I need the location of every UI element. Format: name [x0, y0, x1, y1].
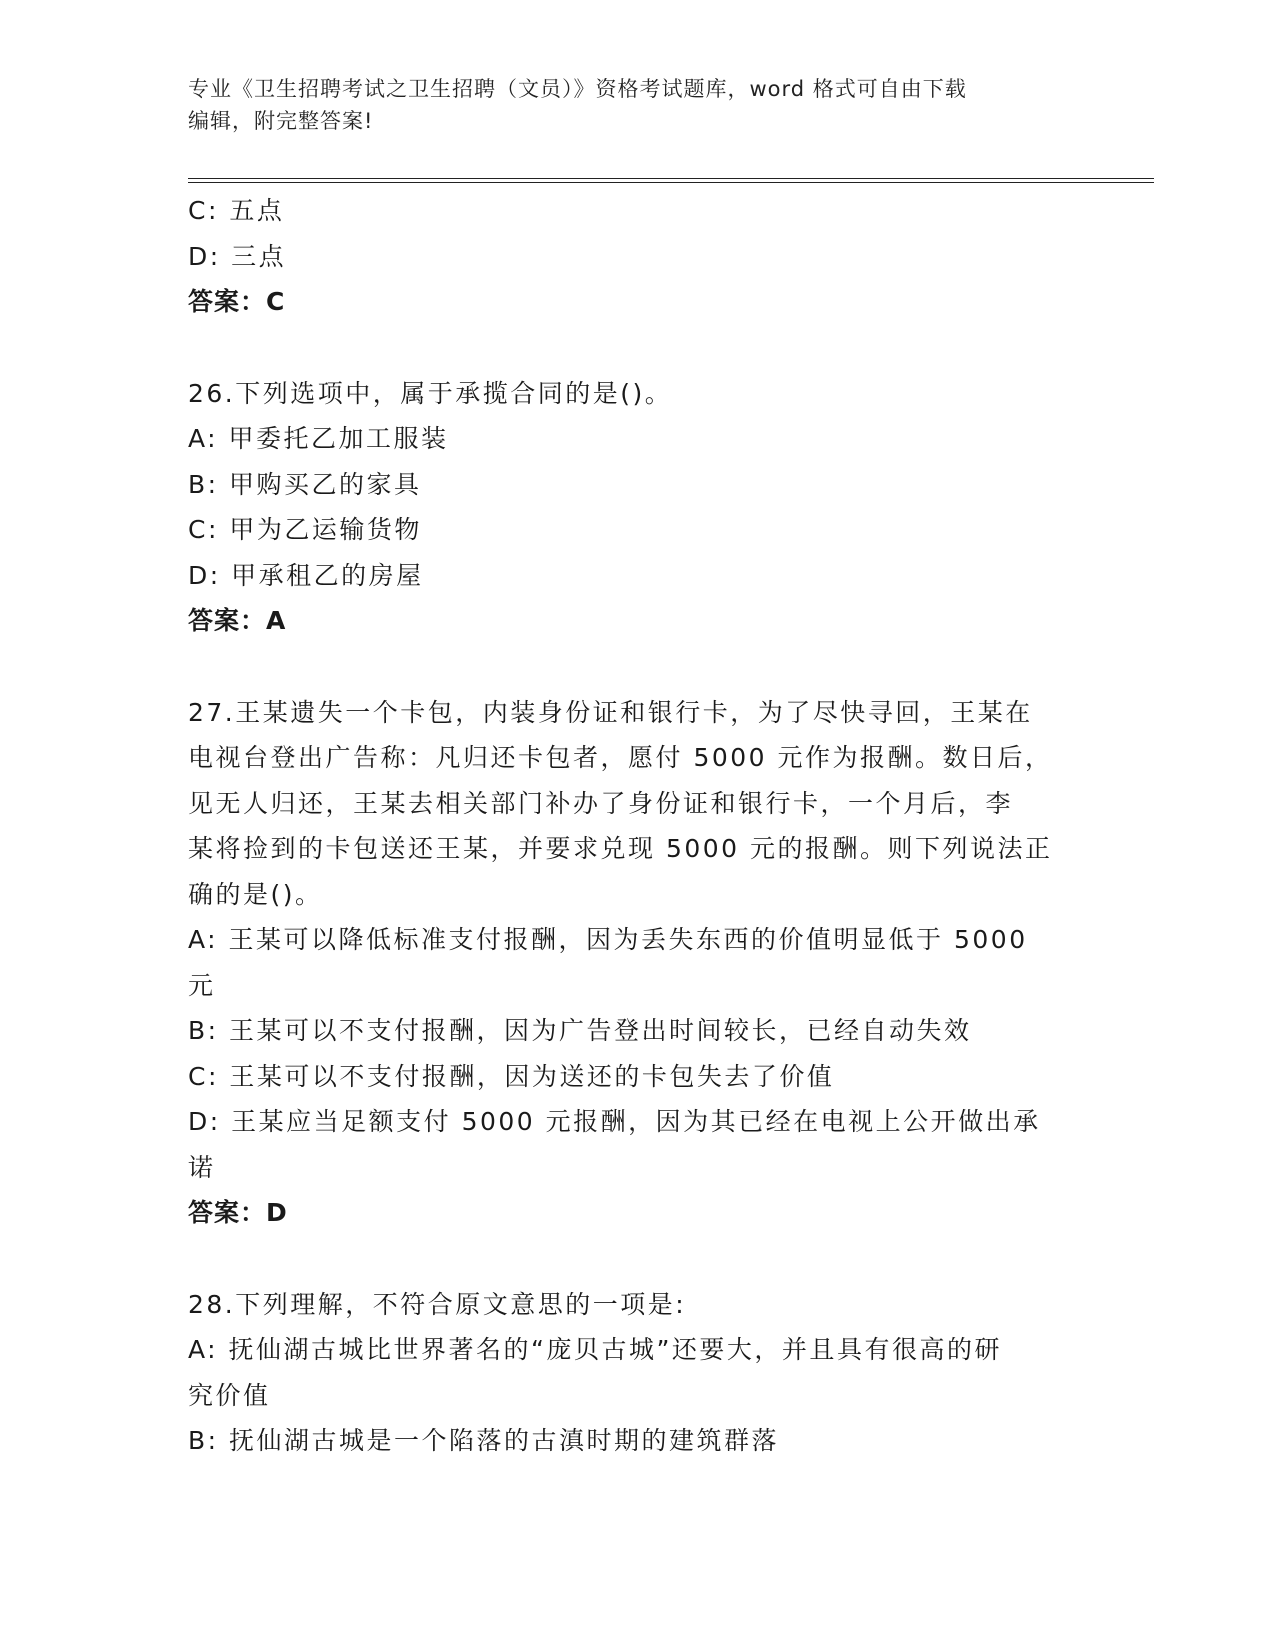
answer: 答案：D: [188, 1198, 288, 1227]
option-d-continued: 诺: [188, 1152, 216, 1182]
option-d: D: 三点: [188, 241, 287, 271]
option-d: D: 甲承租乙的房屋: [188, 560, 424, 590]
option-c: C: 甲为乙运输货物: [188, 515, 422, 544]
question-stem-line: 电视台登出广告称：凡归还卡包者，愿付 5000 元作为报酬。数日后，: [188, 743, 1053, 772]
option-a: A: 王某可以降低标准支付报酬，因为丢失东西的价值明显低于 5000: [188, 925, 1028, 954]
question-stem-line: 某将捡到的卡包送还王某，并要求兑现 5000 元的报酬。则下列说法正: [188, 834, 1053, 863]
option-a: A: 甲委托乙加工服装: [188, 424, 449, 453]
question-stem-line: 见无人归还，王某去相关部门补办了身份证和银行卡，一个月后，李: [188, 788, 1014, 818]
option-b: B: 甲购买乙的家具: [188, 469, 422, 499]
header-line-1: 专业《卫生招聘考试之卫生招聘（文员）》资格考试题库，word 格式可自由下载: [188, 77, 967, 101]
previous-question-tail: [188, 188, 1088, 325]
header-rule-bottom: [188, 182, 1154, 183]
option-b: B: 抚仙湖古城是一个陷落的古滇时期的建筑群落: [188, 1426, 780, 1455]
option-a: A: 抚仙湖古城比世界著名的“庞贝古城”还要大，并且具有很高的研: [188, 1335, 1002, 1364]
question-stem-line: 27.王某遗失一个卡包，内装身份证和银行卡，为了尽快寻回，王某在: [188, 697, 1033, 727]
option-a-continued: 究价值: [188, 1380, 271, 1410]
option-a-continued: 元: [188, 970, 216, 1000]
question-stem: 26.下列选项中，属于承揽合同的是()。: [188, 378, 673, 408]
option-d: D: 王某应当足额支付 5000 元报酬，因为其已经在电视上公开做出承: [188, 1107, 1041, 1136]
document-header: [188, 73, 1068, 137]
option-b: B: 王某可以不支付报酬，因为广告登出时间较长，已经自动失效: [188, 1016, 972, 1045]
document-body: [188, 188, 1088, 1464]
question-stem: 28.下列理解，不符合原文意思的一项是:: [188, 1289, 687, 1319]
header-rule-top: [188, 178, 1154, 179]
question-stem-line: 确的是()。: [188, 879, 323, 909]
question-28: [188, 1282, 1088, 1464]
answer: 答案：C: [188, 287, 286, 316]
header-line-2: 编辑，附完整答案!: [188, 109, 374, 133]
question-27: [188, 690, 1088, 1236]
option-c: C: 五点: [188, 196, 285, 225]
answer: 答案：A: [188, 606, 287, 635]
option-c: C: 王某可以不支付报酬，因为送还的卡包失去了价值: [188, 1061, 835, 1091]
question-26: [188, 371, 1088, 644]
